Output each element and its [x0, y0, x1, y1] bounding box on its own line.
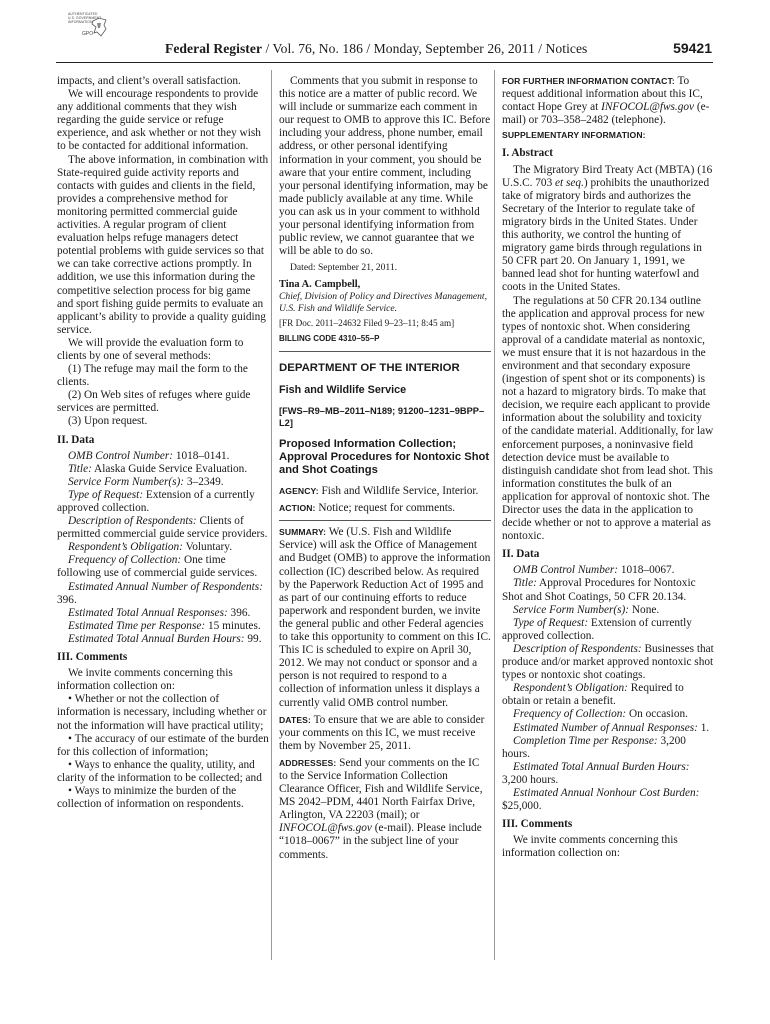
field-label: AGENCY:	[279, 486, 319, 497]
field-value: 396.	[57, 593, 77, 606]
logo-line-2: U.S. GOVERNMENT	[68, 15, 102, 20]
field-value: On occasion.	[626, 708, 688, 721]
field-label: Respondent’s Obligation:	[513, 682, 628, 695]
field-value: Extension of currently approved collection.	[502, 616, 692, 642]
field-label: Respondent’s Obligation:	[68, 541, 183, 554]
page-number: 59421	[673, 40, 712, 56]
dated-line: Dated: September 21, 2011.	[290, 262, 398, 274]
field-value: Alaska Guide Service Evaluation.	[91, 462, 248, 475]
field-label: Type of Request:	[68, 488, 144, 501]
field-label: SUMMARY:	[279, 527, 327, 538]
section-rule	[279, 520, 491, 521]
paragraph: (3) Upon request.	[68, 415, 148, 428]
gpo-authenticated-logo	[68, 13, 108, 37]
paragraph: impacts, and client’s overall satisfaction.	[57, 75, 241, 87]
paragraph: We invite comments concerning this information collection on:	[57, 667, 233, 693]
field-value: 396.	[227, 606, 251, 619]
department-heading: DEPARTMENT OF THE INTERIOR	[279, 361, 460, 374]
field-value: $25,000.	[502, 800, 542, 813]
signer-name: Tina A. Campbell,	[279, 279, 361, 291]
paragraph: We invite comments concerning this information collection on:	[502, 834, 678, 860]
column-1	[57, 75, 269, 811]
field-value: Businesses that produce and/or market approved nontoxic shot types or nontoxic shot coatings.	[502, 642, 714, 682]
paragraph: The Migratory Bird Treaty Act (MBTA) (16 U.S.C. 703	[502, 163, 713, 189]
field-label: ADDRESSES:	[279, 757, 337, 768]
field-label: FOR FURTHER INFORMATION CONTACT:	[502, 76, 675, 86]
field-value: 3–2349.	[184, 475, 224, 488]
logo-line-4: GPO	[82, 31, 94, 37]
signer-title: Chief, Division of Policy and Directives Management, U.S. Fish and Wildlife Service.	[279, 291, 487, 315]
field-value: (e-mail) or 703–358–2482 (telephone).	[502, 101, 710, 127]
field-value: 3,200 hours.	[502, 773, 559, 786]
field-value: 1018–0141.	[173, 449, 230, 462]
issue-details: / Vol. 76, No. 186 / Monday, September 26, 2011 / Notices	[262, 41, 588, 56]
field-value: Extension of a currently approved collection.	[57, 488, 255, 514]
field-value: To request additional information about this IC, contact Hope Grey at	[502, 75, 703, 114]
paragraph: We will provide the evaluation form to clients by one of several methods:	[57, 336, 244, 362]
column-2	[279, 75, 491, 862]
field-value: We (U.S. Fish and Wildlife Service) will ask the Office of Management and Budget (OMB) to approve the information collection (IC) described below. As required by the Paperwork Reduction Act of 1995 and as part of our continuing efforts to reduce paperwork and respondent burden, we invite the general public and other Federal agencies to take this opportunity to comment on this IC. This IC is scheduled to expire on April 30, 2012. We may not conduct or sponsor and a person is not required to respond to a collection of information unless it displays a currently valid OMB control number.	[279, 526, 491, 709]
bureau-heading: Fish and Wildlife Service	[279, 384, 407, 396]
field-label: Estimated Time per Response:	[68, 619, 206, 632]
field-value: To ensure that we are able to consider your comments on this IC, we must receive them by November 25, 2011.	[279, 713, 485, 752]
column-divider	[271, 70, 272, 960]
bullet-item: • Whether or not the collection of information is necessary, including whether or not the information will have practical utility;	[57, 693, 267, 732]
field-value: Required to obtain or retain a benefit.	[502, 682, 684, 708]
field-label: Estimated Total Annual Responses:	[68, 606, 228, 619]
field-value: (e-mail). Please include “1018–0067” in the subject line of your comments.	[279, 822, 482, 861]
field-label: Estimated Total Annual Burden Hours:	[513, 760, 690, 773]
field-value: Clients of permitted commercial guide service providers.	[57, 515, 268, 541]
field-label: Description of Respondents:	[513, 642, 642, 655]
document-title: Proposed Information Collection; Approval Procedures for Nontoxic Shot and Shot Coatings	[279, 438, 490, 477]
field-value: Voluntary.	[182, 541, 233, 554]
eagle-seal-icon	[91, 17, 108, 37]
field-value: None.	[629, 603, 660, 616]
paragraph: The regulations at 50 CFR 20.134 outline the application and approval process for new types of nontoxic shot. When considering approval of a candidate material as nontoxic, we must ensure that it is not hazardous in the environment and that secondary exposure (ingestion of spent shot or its components) is not a hazard to migratory birds. To make that decision, we require each applicant to provide information about the solubility and toxicity of the candidate material. Additionally, for law enforcement purposes, a noninvasive field detection device must be available to distinguish candidate shot from lead shot. This information constitutes the bulk of an application for approval of nontoxic shot. The Director uses the data in the application to decide whether or not to approve a material as nontoxic.	[502, 294, 714, 543]
column-3	[502, 75, 714, 860]
field-label: Completion Time per Response:	[513, 734, 658, 747]
field-label: Estimated Annual Nonhour Cost Burden:	[513, 786, 700, 799]
bullet-item: • Ways to minimize the burden of the collection of information on respondents.	[57, 784, 244, 811]
field-value: Approval Procedures for Nontoxic Shot and Shot Coatings, 50 CFR 20.134.	[502, 577, 696, 603]
field-label: Title:	[513, 577, 537, 590]
field-label: Description of Respondents:	[68, 515, 197, 528]
publication-name: Federal Register	[165, 41, 263, 56]
bullet-item: • Ways to enhance the quality, utility, and clarity of the information to be collected; and	[57, 758, 262, 784]
field-label: Title:	[68, 462, 92, 475]
logo-line-3: INFORMATION	[68, 19, 93, 24]
fr-doc-line: [FR Doc. 2011–24632 Filed 9–23–11; 8:45 am]	[279, 318, 455, 329]
field-value: 15 minutes.	[205, 619, 261, 632]
paragraph: (1) The refuge may mail the form to the clients.	[57, 363, 248, 389]
section-heading: III. Comments	[502, 818, 573, 831]
docket-number: [FWS–R9–MB–2011–N189; 91200–1231–9BPP–L2]	[279, 406, 485, 429]
section-heading: II. Data	[57, 433, 95, 446]
field-label: Frequency of Collection:	[68, 554, 182, 567]
billing-code: BILLING CODE 4310–55–P	[279, 334, 380, 344]
field-value: One time following use of commercial guide services.	[57, 554, 258, 580]
field-label: Service Form Number(s):	[68, 475, 185, 488]
field-label: Type of Request:	[513, 616, 589, 629]
field-value: 99.	[244, 632, 262, 645]
section-heading: I. Abstract	[502, 147, 553, 160]
field-value: 1018–0067.	[618, 564, 675, 577]
field-label: Estimated Number of Annual Responses:	[513, 721, 698, 734]
email-link[interactable]: INFOCOL@fws.gov	[279, 822, 372, 835]
field-label: OMB Control Number:	[68, 449, 174, 462]
field-label: Estimated Total Annual Burden Hours:	[68, 632, 245, 645]
field-label: OMB Control Number:	[513, 564, 619, 577]
header-rule	[56, 62, 713, 63]
running-head	[165, 41, 587, 57]
paragraph-italic: et seq.	[555, 176, 584, 189]
field-value: Send your comments on the IC to the Service Information Collection Clearance Officer, Fish and Wildlife Service, MS 2042–PDM, 4401 North Fairfax Drive, Arlington, VA 22203 (mail); or	[279, 756, 483, 822]
field-value: Notice; request for comments.	[315, 502, 456, 515]
field-label: SUPPLEMENTARY INFORMATION:	[502, 130, 646, 141]
field-label: Frequency of Collection:	[513, 708, 627, 721]
paragraph: (2) On Web sites of refuges where guide services are permitted.	[57, 389, 251, 415]
field-label: ACTION:	[279, 503, 316, 514]
paragraph: We will encourage respondents to provide any additional comments that they wish regarding the guide service or refuge experience, and ask whether or not they wish to be contacted for additional information.	[57, 88, 261, 153]
field-value: Fish and Wildlife Service, Interior.	[318, 485, 479, 498]
field-label: Estimated Annual Number of Respondents:	[68, 580, 263, 593]
logo-line-1: AUTHENTICATED	[68, 12, 98, 16]
section-rule	[279, 351, 491, 352]
bullet-item: • The accuracy of our estimate of the burden for this collection of information;	[57, 732, 269, 758]
paragraph: ) prohibits the unauthorized take of migratory birds and authorizes the Secretary of the Interior to regulate take of migratory birds in the United States. Under this authority, we control the hunting of migratory game birds through regulations in 50 CFR part 20. On January 1, 1991, we banned lead shot for hunting waterfowl and coots in the United States.	[502, 176, 710, 294]
column-divider	[494, 70, 495, 960]
field-label: Service Form Number(s):	[513, 603, 630, 616]
paragraph: The above information, in combination with State-required guide activity reports and contacts with guides and clients in the field, provides a comprehensive method for monitoring permitted commercial guide activities. A regular program of client evaluation helps refuge managers detect potential problems with guide services so that we can take corrective actions promptly. In addition, we use this information during the competitive selection process for big game and sport fishing guide permits to evaluate an applicant’s ability to provide a quality guiding service.	[57, 153, 269, 336]
section-heading: II. Data	[502, 548, 540, 561]
field-label: DATES:	[279, 714, 311, 725]
field-value: 1.	[697, 721, 710, 734]
paragraph: Comments that you submit in response to this notice are a matter of public record. We will include or summarize each comment in our request to OMB to approve this IC. Before including your address, phone number, email address, or other personal identifying information in your comment, you should be aware that your entire comment, including your personal identifying information, may be made publicly available at any time. While you can ask us in your comment to withhold your personal identifying information from public review, we cannot guarantee that we will be able to do so.	[279, 75, 491, 258]
section-heading: III. Comments	[57, 651, 128, 664]
field-value: 3,200 hours.	[502, 734, 686, 760]
email-link[interactable]: INFOCOL@fws.gov	[601, 101, 695, 114]
